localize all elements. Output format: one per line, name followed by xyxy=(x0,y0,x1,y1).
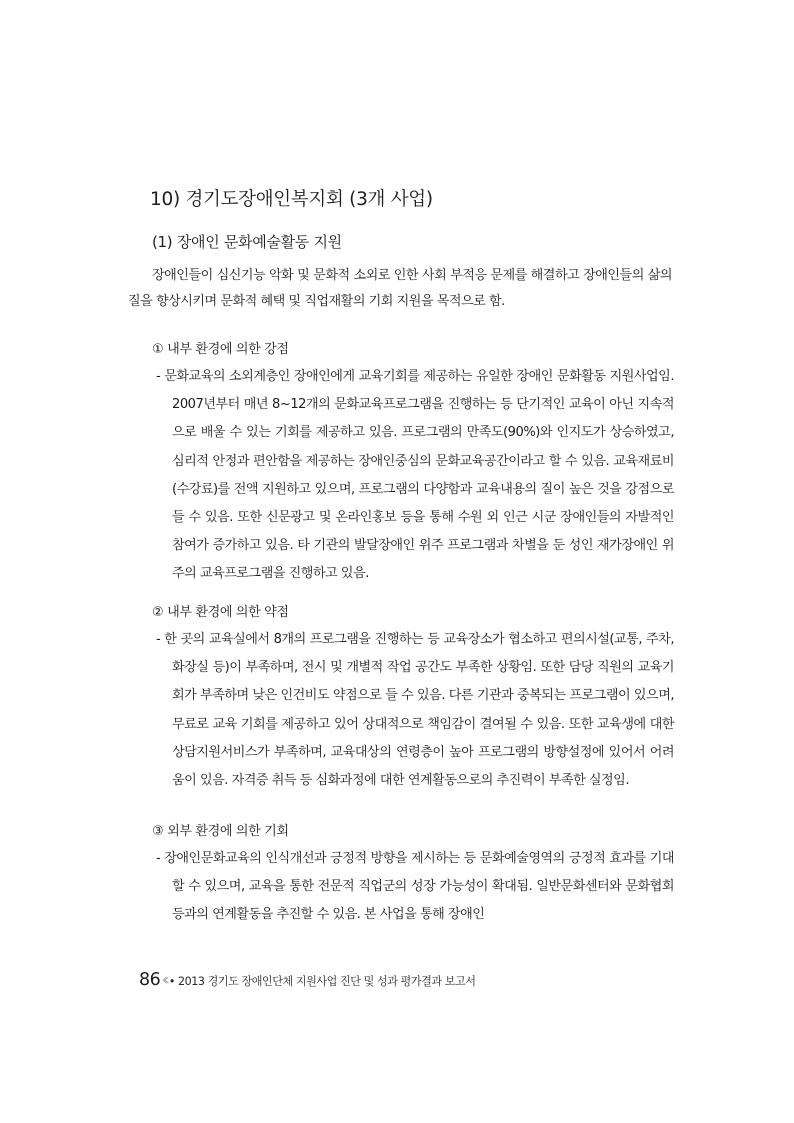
weakness-paragraph: - 한 곳의 교육실에서 8개의 프로그램을 진행하는 등 교육장소가 협소하고 편의시설(교통, 주차, 화장실 등)이 부족하며, 전시 및 개별적 작업 공간도 부족한 상황임. 또한 담당 직원의 교육기회가 부족하며 낮은 인건비도 약점으로 들 수 있음. 다른 기관과 중복되는 프로그램이 있으며, 무료로 교육 기회를 제공하고 있어 상대적으로 책임감이 결여될 수 있음. 또한 교육생에 대한 상담지원서비스가 부족하며, 교육대상의 연령층이 높아 프로그램의 방향설정에 있어서 어려움이 있음. 자격증 취득 등 심화과정에 대한 연계활동으로의 추진력이 부족한 실정임. xyxy=(156,632,674,789)
page-number: 86 xyxy=(139,970,161,990)
double-chevron-icon: ‹‹ xyxy=(161,970,165,990)
opportunity-heading: ③ 외부 환경에 의한 기회 xyxy=(152,824,289,839)
intro-paragraph: 장애인들이 심신기능 악화 및 문화적 소외로 인한 사회 부적응 문제를 해결하고 장애인들의 삶의 질을 향상시키며 문화적 혜택 및 직업재활의 기회 지원을 목적으로 함. xyxy=(128,268,672,309)
strength-heading: ① 내부 환경에 의한 강점 xyxy=(152,342,289,357)
strength-paragraph: - 문화교육의 소외계층인 장애인에게 교육기회를 제공하는 유일한 장애인 문화활동 지원사업임. 2007년부터 매년 8~12개의 문화교육프로그램을 진행하는 등 단기적인 교육이 아닌 지속적으로 배울 수 있는 기회를 제공하고 있음. 프로그램의 만족도(90%)와 인지도가 상승하였고, 심리적 안정과 편안함을 제공하는 장애인중심의 문화교육공간이라고 할 수 있음. 교육재료비(수강료)를 전액 지원하고 있으며, 프로그램의 다양함과 교육내용의 질이 높은 것을 강점으로 들 수 있음. 또한 신문광고 및 온라인홍보 등을 통해 수원 외 인근 시군 장애인들의 자발적인 참여가 증가하고 있음. 타 기관의 발달장애인 위주 프로그램과 차별을 둔 성인 재가장애인 위주의 교육프로그램을 진행하고 있음. xyxy=(156,369,674,582)
section-heading: 10) 경기도장애인복지회 (3개 사업) xyxy=(150,189,433,210)
subsection-heading: (1) 장애인 문화예술활동 지원 xyxy=(152,233,342,251)
weakness-heading: ② 내부 환경에 의한 약점 xyxy=(152,605,289,620)
footer-title: • 2013 경기도 장애인단체 지원사업 진단 및 성과 평가결과 보고서 xyxy=(168,975,476,988)
page-footer xyxy=(139,970,476,990)
opportunity-paragraph: - 장애인문화교육의 인식개선과 긍정적 방향을 제시하는 등 문화예술영역의 긍정적 효과를 기대할 수 있으며, 교육을 통한 전문적 직업군의 성장 가능성이 확대됨. 일반문화센터와 문화협회 등과의 연계활동을 추진할 수 있음. 본 사업을 통해 장애인 xyxy=(156,851,674,923)
